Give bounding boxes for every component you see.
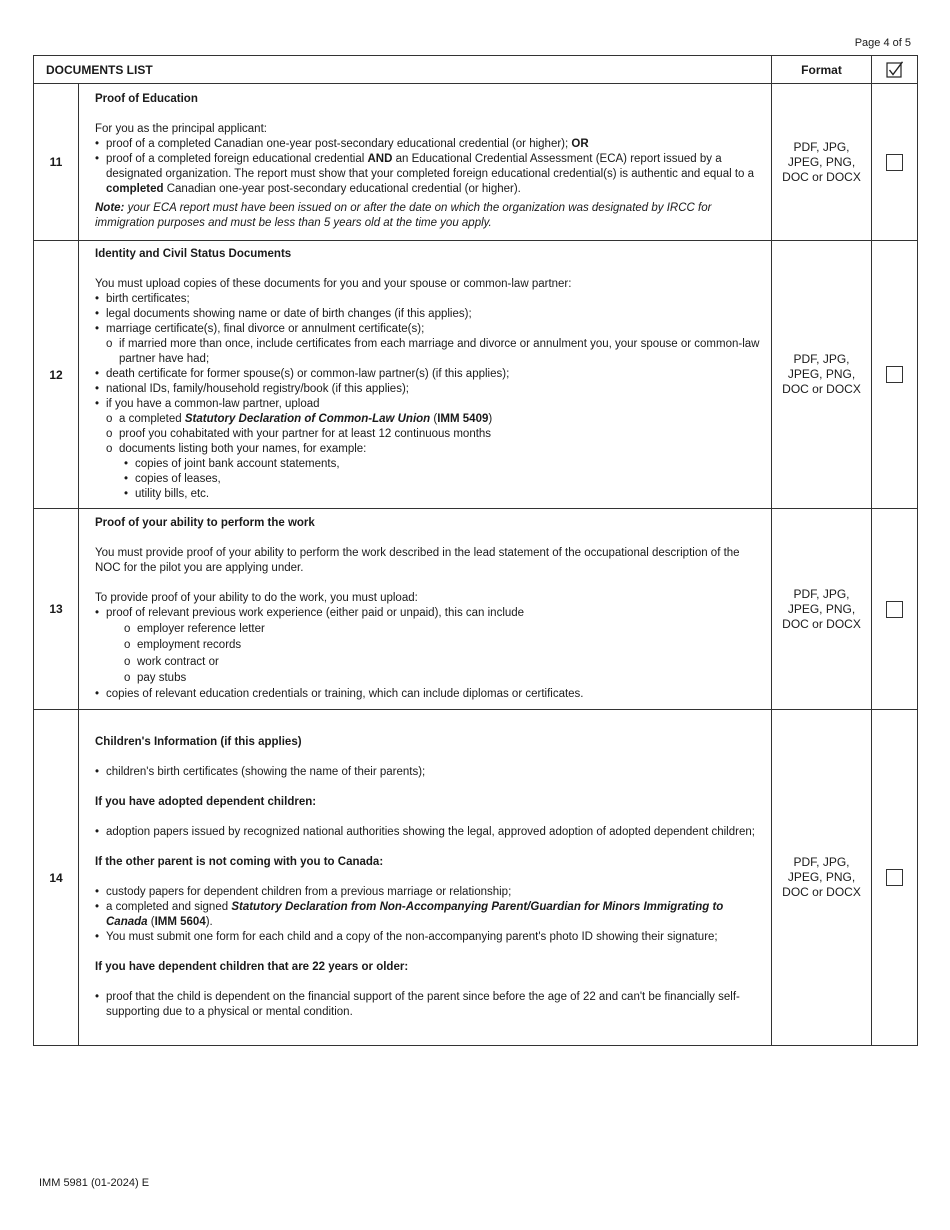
list-item: • proof of a completed Canadian one-year post-secondary educational credential (or higher); OR xyxy=(95,137,763,152)
table-row xyxy=(34,84,918,241)
checked-box-icon xyxy=(886,61,904,79)
list-item: • birth certificates; xyxy=(95,292,763,307)
list-item: • marriage certificate(s), final divorce or annulment certificate(s); xyxy=(95,322,763,337)
checkbox-cell xyxy=(872,84,918,241)
list-item: • legal documents showing name or date of birth changes (if this applies); xyxy=(95,307,763,322)
paragraph-text: You must provide proof of your ability to perform the work described in the lead statement of the occupational description of the NOC for the pilot you are applying under. xyxy=(95,546,740,574)
section-title: Proof of Education xyxy=(95,93,198,105)
subheading: If the other parent is not coming with you to Canada: xyxy=(95,855,384,868)
list-item: • adoption papers issued by recognized national authorities showing the legal, approved adoption of adopted dependent children; xyxy=(95,825,763,840)
list-item: • a completed and signed Statutory Declaration from Non-Accompanying Parent/Guardian for Minors Immigrating to Canada (IMM 5604). xyxy=(95,900,763,930)
table-row xyxy=(34,710,918,1046)
sub-list-item: o proof you cohabitated with your partner for at least 12 continuous months xyxy=(95,427,763,442)
section-title: Proof of your ability to perform the work xyxy=(95,516,315,529)
section-title: Identity and Civil Status Documents xyxy=(95,247,292,260)
documents-list-heading: DOCUMENTS LIST xyxy=(34,56,772,84)
checklist-heading xyxy=(872,56,918,84)
paragraph-text: To provide proof of your ability to do the work, you must upload: xyxy=(95,591,418,604)
sub-list-item: o if married more than once, include certificates from each marriage and divorce or annulment you, your spouse or common-law partner have had; xyxy=(95,337,763,367)
page-number: Page 4 of 5 xyxy=(854,37,911,49)
document-checkbox[interactable] xyxy=(886,154,903,171)
list-item: • proof that the child is dependent on the financial support of the parent since before the age of 22 and can't be financially self-supporting due to a physical or mental condition. xyxy=(95,990,763,1020)
subheading: If you have dependent children that are 22 years or older: xyxy=(95,960,409,973)
sub-list-item: o a completed Statutory Declaration of Common-Law Union (IMM 5409) xyxy=(95,412,763,427)
row-number: 12 xyxy=(34,241,79,509)
row-description xyxy=(79,241,772,509)
row-number: 11 xyxy=(34,84,79,241)
row-number: 14 xyxy=(34,710,79,1046)
format-cell: PDF, JPG, JPEG, PNG, DOC or DOCX xyxy=(772,84,872,241)
format-cell: PDF, JPG, JPEG, PNG, DOC or DOCX xyxy=(772,710,872,1046)
list-item: • proof of a completed foreign educational credential AND an Educational Credential Assessment (ECA) report issued by a designated organization. The report must show that your completed foreign educational credential(s) is authentic and equal to a completed Canadian one-year post-secondary educational credential (or higher). xyxy=(95,152,763,197)
note-text: Note: your ECA report must have been issued on or after the date on which the organization was designated by IRCC for immigration purposes and must be less than 5 years old at the time you apply. xyxy=(95,202,712,229)
sub-sub-list-item: • utility bills, etc. xyxy=(95,487,763,502)
row-description xyxy=(79,509,772,710)
row-description xyxy=(79,710,772,1046)
document-checkbox[interactable] xyxy=(886,366,903,383)
subheading: If you have adopted dependent children: xyxy=(95,795,317,808)
checkbox-cell xyxy=(872,509,918,710)
checkbox-cell xyxy=(872,241,918,509)
documents-list-table xyxy=(33,55,918,1046)
sub-sub-list-item: • copies of leases, xyxy=(95,472,763,487)
table-header-row xyxy=(34,56,918,84)
checkbox-cell xyxy=(872,710,918,1046)
list-item: • You must submit one form for each child and a copy of the non-accompanying parent's photo ID showing their signature; xyxy=(95,930,763,945)
list-item: • if you have a common-law partner, upload xyxy=(95,397,763,412)
format-cell: PDF, JPG, JPEG, PNG, DOC or DOCX xyxy=(772,509,872,710)
list-item: • death certificate for former spouse(s) or common-law partner(s) (if this applies); xyxy=(95,367,763,382)
section-title: Children's Information (if this applies) xyxy=(95,735,302,748)
sub-sub-list-item: • copies of joint bank account statements, xyxy=(95,457,763,472)
row-number: 13 xyxy=(34,509,79,710)
format-cell: PDF, JPG, JPEG, PNG, DOC or DOCX xyxy=(772,241,872,509)
list-item: • children's birth certificates (showing the name of their parents); xyxy=(95,765,763,780)
document-checkbox[interactable] xyxy=(886,601,903,618)
sub-list-item: o employer reference letter xyxy=(95,621,763,638)
intro-text: You must upload copies of these documents for you and your spouse or common-law partner: xyxy=(95,277,572,290)
intro-text: For you as the principal applicant: xyxy=(95,123,267,135)
list-item: • proof of relevant previous work experience (either paid or unpaid), this can include xyxy=(95,606,763,621)
list-item: • custody papers for dependent children from a previous marriage or relationship; xyxy=(95,885,763,900)
document-checkbox[interactable] xyxy=(886,869,903,886)
format-heading: Format xyxy=(772,56,872,84)
list-item: • copies of relevant education credentials or training, which can include diplomas or certificates. xyxy=(95,687,763,702)
sub-list-item: o documents listing both your names, for example: xyxy=(95,442,763,457)
list-item: • national IDs, family/household registry/book (if this applies); xyxy=(95,382,763,397)
sub-list-item: o work contract or xyxy=(95,654,763,671)
form-code: IMM 5981 (01-2024) E xyxy=(39,1177,150,1189)
sub-list-item: o employment records xyxy=(95,637,763,654)
table-row xyxy=(34,509,918,710)
sub-list-item: o pay stubs xyxy=(95,670,763,687)
table-row xyxy=(34,241,918,509)
row-description xyxy=(79,84,772,241)
